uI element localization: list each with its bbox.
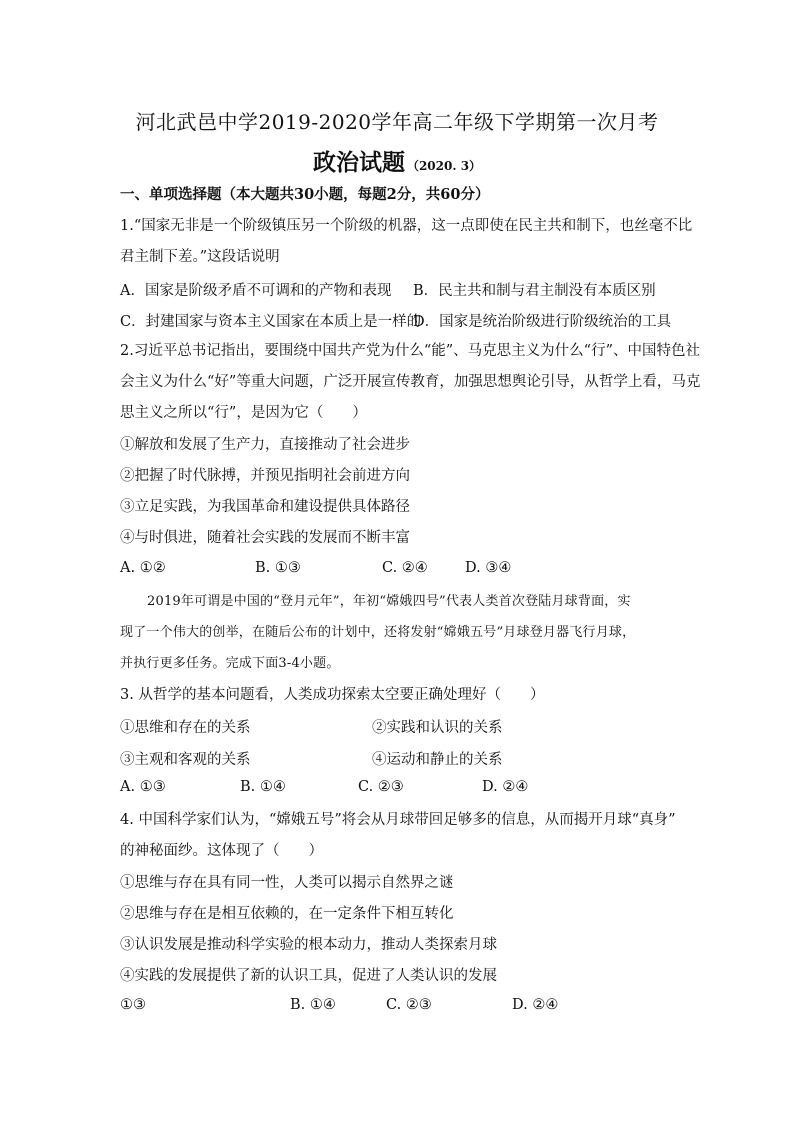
q4-item-2: ②思维与存在是相互依赖的，在一定条件下相互转化: [120, 906, 454, 922]
q2-item-2: ②把握了时代脉搏，并预见指明社会前进方向: [120, 468, 410, 484]
q3-option-c: C. ②③: [358, 779, 404, 795]
q4-option-b: B. ①④: [290, 997, 336, 1013]
q3-items-row1: [120, 716, 720, 736]
q3-item-2: ②实践和认识的关系: [372, 720, 503, 736]
q2-item-4: ④与时俱进，随着社会实践的发展而不断丰富: [120, 530, 410, 546]
q3-item-4: ④运动和静止的关系: [372, 752, 503, 768]
q3-item-3: ③主观和客观的关系: [120, 752, 251, 768]
q2-option-d: D. ③④: [465, 560, 512, 576]
subject-title: [0, 144, 794, 177]
subject-name: 政治试题: [312, 149, 405, 176]
q3-stem: 3. 从哲学的基本问题看，人类成功探索太空要正确处理好（ ）: [120, 687, 545, 703]
passage-line1: 2019年可谓是中国的“登月元年”，年初“嫦娥四号”代表人类首次登陆月球背面，实: [147, 594, 631, 609]
q4-options-row: [120, 997, 720, 1017]
q3-option-d: D. ②④: [482, 779, 529, 795]
q2-item-3: ③立足实践，为我国革命和建设提供具体路径: [120, 499, 410, 515]
passage-line2: 现了一个伟大的创举，在随后公布的计划中，还将发射“嫦娥五号”月球登月器飞行月球，: [120, 625, 636, 640]
q2-options-row: [120, 560, 720, 580]
q4-item-3: ③认识发展是推动科学实验的根本动力，推动人类探索月球: [120, 937, 497, 953]
q4-option-c: C. ②③: [386, 997, 432, 1013]
q2-option-b: B. ①③: [255, 560, 301, 576]
q3-option-b: B. ①④: [240, 779, 286, 795]
q4-item-4: ④实践的发展提供了新的认识工具，促进了人类认识的发展: [120, 968, 497, 984]
q3-item-1: ①思维和存在的关系: [120, 720, 251, 736]
q1-stem-line1: 1.“国家无非是一个阶级镇压另一个阶级的机器，这一点即使在民主共和制下，也丝毫不比: [120, 218, 693, 234]
q4-stem-line2: 的神秘面纱。这体现了（ ）: [120, 843, 323, 859]
q2-item-1: ①解放和发展了生产力，直接推动了社会进步: [120, 437, 410, 453]
section-heading: 一、单项选择题（本大题共30小题，每题2分，共60分）: [120, 186, 490, 203]
exam-date: （2020. 3）: [406, 159, 482, 173]
q1-option-b: B．民主共和制与君主制没有本质区别: [413, 283, 656, 299]
q4-item-1: ①思维与存在具有同一性，人类可以揭示自然界之谜: [120, 875, 454, 891]
q1-option-c: C．封建国家与资本主义国家在本质上是一样的: [120, 314, 422, 330]
q4-stem-line1: 4. 中国科学家们认为，“嫦娥五号”将会从月球带回足够多的信息，从而揭开月球“真身”: [120, 812, 676, 828]
q2-stem-line2: 会主义为什么“好”等重大问题，广泛开展宣传教育，加强思想舆论引导，从哲学上看，马克: [120, 374, 701, 390]
q2-stem-line1: 2.习近平总书记指出，要围绕中国共产党为什么“能”、马克思主义为什么“行”、中国特色社: [120, 343, 700, 359]
q2-option-a: A. ①②: [120, 560, 166, 576]
q1-option-d: D．国家是统治阶级进行阶级统治的工具: [413, 314, 672, 330]
q1-options-row2: [120, 310, 720, 330]
q3-items-row2: [120, 748, 720, 768]
q3-option-a: A. ①③: [120, 779, 166, 795]
q2-option-c: C. ②④: [382, 560, 428, 576]
q4-option-d: D. ②④: [512, 997, 559, 1013]
q4-option-a: ①③: [120, 997, 146, 1013]
q3-options-row: [120, 779, 720, 799]
q1-options-row1: [120, 279, 720, 299]
q1-stem-line2: 君主制下差。”这段话说明: [120, 249, 280, 265]
exam-title: 河北武邑中学2019-2020学年高二年级下学期第一次月考: [135, 110, 659, 134]
passage-line3: 并执行更多任务。完成下面3-4小题。: [120, 656, 340, 671]
q2-stem-line3: 思主义之所以“行”，是因为它（ ）: [120, 405, 367, 421]
q1-option-a: A．国家是阶级矛盾不可调和的产物和表现: [120, 283, 392, 299]
